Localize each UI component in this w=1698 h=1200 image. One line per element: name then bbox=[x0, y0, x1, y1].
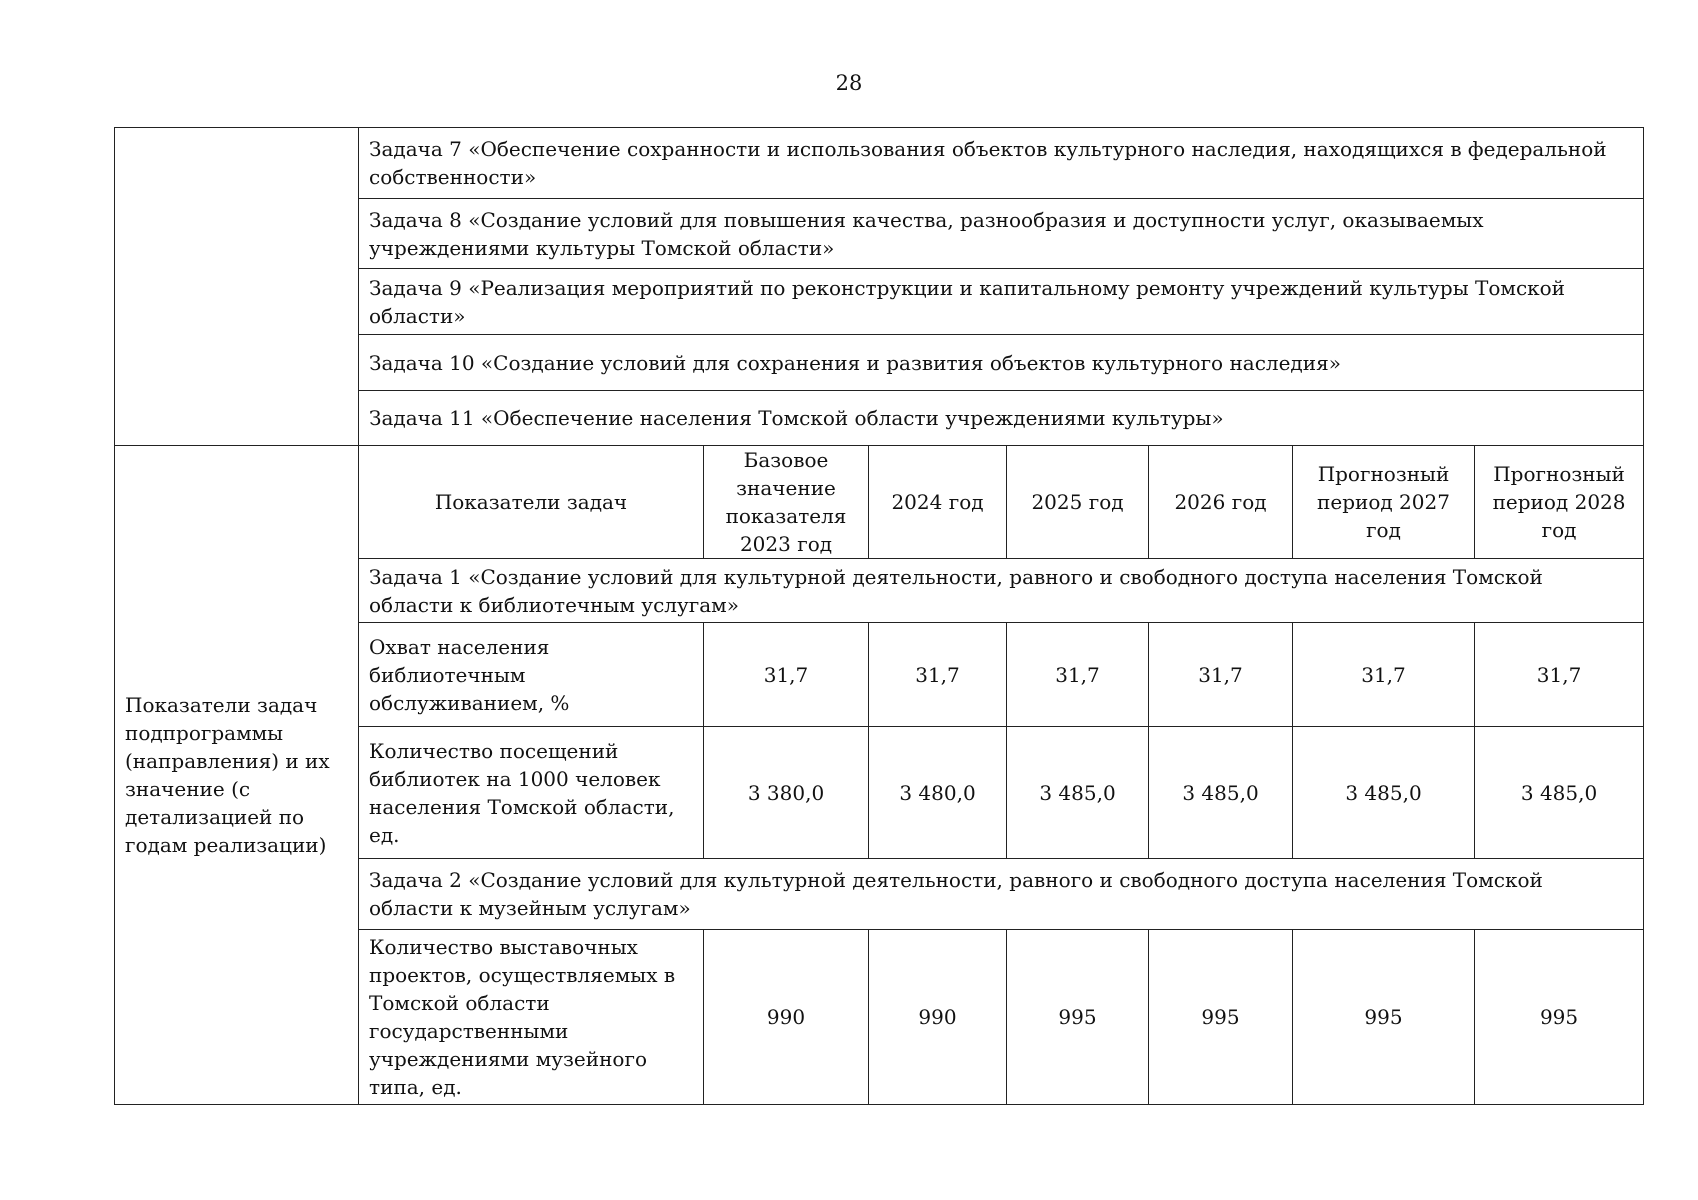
value-cell: 31,7 bbox=[1293, 623, 1475, 727]
indicator-cell: Количество посещений библиотек на 1000 человек населения Томской области, ед. bbox=[359, 727, 704, 859]
task-11-cell: Задача 11 «Обеспечение населения Томской области учреждениями культуры» bbox=[359, 391, 1644, 446]
section-label: Показатели задач подпрограммы (направления) и их значение (с детализацией по годам реализации) bbox=[115, 446, 359, 1105]
header-2028: Прогнозный период 2028 год bbox=[1475, 446, 1644, 559]
value-cell: 31,7 bbox=[1149, 623, 1293, 727]
indicator-cell: Охват населения библиотечным обслуживанием, % bbox=[359, 623, 704, 727]
value-cell: 3 485,0 bbox=[1149, 727, 1293, 859]
task-2-title: Задача 2 «Создание условий для культурной деятельности, равного и свободного доступа населения Томской области к музейным услугам» bbox=[359, 859, 1644, 930]
header-base-2023: Базовое значение показателя 2023 год bbox=[704, 446, 869, 559]
value-cell: 3 485,0 bbox=[1475, 727, 1644, 859]
task-9-cell: Задача 9 «Реализация мероприятий по реконструкции и капитальному ремонту учреждений культуры Томской области» bbox=[359, 269, 1644, 335]
value-cell: 3 480,0 bbox=[869, 727, 1007, 859]
value-cell: 3 380,0 bbox=[704, 727, 869, 859]
value-cell: 990 bbox=[704, 930, 869, 1105]
program-table bbox=[114, 127, 1644, 1105]
task-10-cell: Задача 10 «Создание условий для сохранения и развития объектов культурного наследия» bbox=[359, 335, 1644, 391]
page-number: 28 bbox=[835, 71, 863, 95]
empty-label-cell bbox=[115, 128, 359, 446]
header-row bbox=[115, 446, 1644, 559]
value-cell: 31,7 bbox=[1007, 623, 1149, 727]
header-2025: 2025 год bbox=[1007, 446, 1149, 559]
value-cell: 3 485,0 bbox=[1007, 727, 1149, 859]
indicator-cell: Количество выставочных проектов, осуществляемых в Томской области государственными учреждениями музейного типа, ед. bbox=[359, 930, 704, 1105]
task-row bbox=[115, 128, 1644, 199]
value-cell: 3 485,0 bbox=[1293, 727, 1475, 859]
task-1-title: Задача 1 «Создание условий для культурной деятельности, равного и свободного доступа населения Томской области к библиотечным услугам» bbox=[359, 559, 1644, 623]
value-cell: 995 bbox=[1293, 930, 1475, 1105]
header-2024: 2024 год bbox=[869, 446, 1007, 559]
value-cell: 990 bbox=[869, 930, 1007, 1105]
value-cell: 31,7 bbox=[1475, 623, 1644, 727]
value-cell: 995 bbox=[1149, 930, 1293, 1105]
task-7-cell: Задача 7 «Обеспечение сохранности и использования объектов культурного наследия, находящихся в федеральной собственности» bbox=[359, 128, 1644, 199]
header-2026: 2026 год bbox=[1149, 446, 1293, 559]
header-2027: Прогнозный период 2027 год bbox=[1293, 446, 1475, 559]
value-cell: 31,7 bbox=[704, 623, 869, 727]
value-cell: 995 bbox=[1475, 930, 1644, 1105]
value-cell: 31,7 bbox=[869, 623, 1007, 727]
task-8-cell: Задача 8 «Создание условий для повышения качества, разнообразия и доступности услуг, оказываемых учреждениями культуры Томской области» bbox=[359, 199, 1644, 269]
header-indicator: Показатели задач bbox=[359, 446, 704, 559]
value-cell: 995 bbox=[1007, 930, 1149, 1105]
